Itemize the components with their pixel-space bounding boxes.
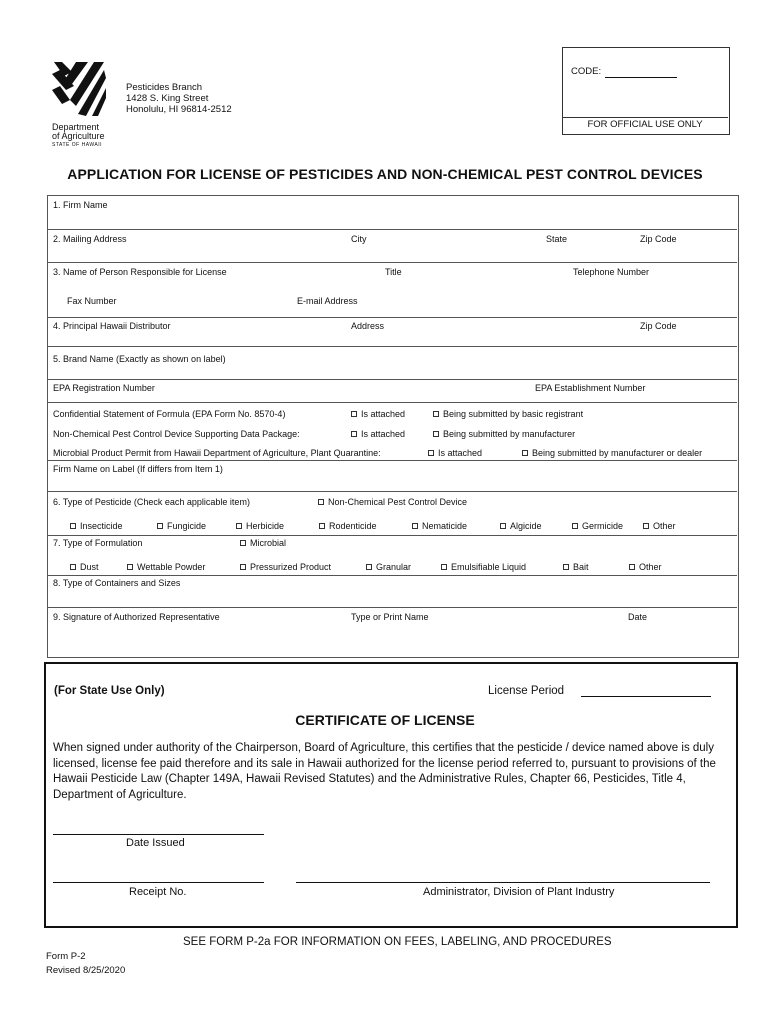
epa-registration-label: EPA Registration Number — [53, 383, 155, 393]
checkbox[interactable] — [157, 523, 163, 529]
date-label: Date — [628, 612, 648, 622]
option-fungicide[interactable] — [157, 521, 206, 531]
state-label: State — [546, 234, 568, 244]
checkbox[interactable] — [412, 523, 418, 529]
option-granular[interactable] — [366, 562, 411, 572]
checkbox[interactable] — [433, 431, 439, 437]
fax-email-field[interactable] — [48, 306, 736, 316]
option-label: Emulsifiable Liquid — [451, 562, 527, 572]
option-label: Fungicide — [167, 521, 207, 531]
row-divider — [47, 575, 737, 576]
certificate-paragraph: When signed under authority of the Chairperson, Board of Agriculture, this certifies that the pesticide / device named above is duly licensed, license fee paid therefore and its sale in Hawaii authorized for the license period referred to, pursuant to provisions of the Hawaii Pesticide Law (Chapter 149A, Hawaii Revised Statutes) and the Administrative Rules, Chapter 66, Pesticides, Title 4, Department of Agriculture. — [53, 742, 716, 801]
option-label: Algicide — [510, 521, 542, 531]
microbial-option[interactable]: Microbial — [240, 538, 286, 548]
zip-label: Zip Code — [640, 234, 677, 244]
responsible-person-label: 3. Name of Person Responsible for License — [53, 267, 227, 277]
row-divider — [47, 346, 737, 347]
checkbox[interactable] — [643, 523, 649, 529]
option-algicide[interactable] — [500, 521, 542, 531]
option-label: Insecticide — [80, 521, 123, 531]
option-rodenticide[interactable] — [319, 521, 377, 531]
checkbox[interactable] — [441, 564, 447, 570]
city-label: City — [351, 234, 367, 244]
option-label: Rodenticide — [329, 521, 377, 531]
option-label: Pressurized Product — [250, 562, 332, 572]
row-divider — [47, 460, 737, 461]
date-issued-line[interactable] — [53, 834, 264, 835]
telephone-label: Telephone Number — [573, 267, 650, 277]
checkbox[interactable] — [70, 564, 76, 570]
firm-name-on-label-field[interactable] — [48, 475, 736, 490]
distributor-field[interactable] — [48, 332, 736, 345]
option-label: Herbicide — [246, 521, 285, 531]
option-dust[interactable] — [70, 562, 99, 572]
administrator-label: Administrator, Division of Plant Industry — [423, 886, 615, 898]
logo-text: Department of Agriculture STATE OF HAWAII — [52, 122, 105, 148]
form-number: Form P-2 — [46, 951, 86, 962]
checkbox[interactable] — [240, 564, 246, 570]
checkbox[interactable] — [629, 564, 635, 570]
mailing-address-field[interactable] — [48, 246, 736, 261]
checkbox[interactable] — [351, 431, 357, 437]
option-label: Bait — [573, 562, 589, 572]
form-title: APPLICATION FOR LICENSE OF PESTICIDES AND NON-CHEMICAL PEST CONTROL DEVICES — [67, 166, 703, 182]
microbial-attached-option[interactable]: Is attached — [428, 448, 482, 458]
title-label: Title — [385, 267, 402, 277]
code-field[interactable] — [605, 77, 677, 78]
checkbox[interactable] — [433, 411, 439, 417]
row-divider — [47, 402, 737, 403]
pesticide-type-label: 6. Type of Pesticide (Check each applicable item) — [53, 497, 250, 507]
option-other[interactable] — [629, 562, 662, 572]
distributor-zip-label: Zip Code — [640, 321, 677, 331]
code-label: CODE: — [571, 66, 602, 77]
license-period-label: License Period — [488, 685, 565, 697]
official-use-divider — [562, 117, 728, 118]
option-label: Other — [653, 521, 676, 531]
confidential-basic-registrant-option[interactable]: Being submitted by basic registrant — [433, 409, 583, 419]
firm-name-on-label-label: Firm Name on Label (If differs from Item 1) — [53, 464, 223, 474]
print-name-label: Type or Print Name — [351, 612, 429, 622]
department-of-agriculture-logo — [50, 60, 108, 118]
checkbox[interactable] — [366, 564, 372, 570]
formulation-type-options — [0, 562, 770, 574]
checkbox[interactable] — [522, 450, 528, 456]
option-label: Granular — [376, 562, 412, 572]
brand-name-field[interactable] — [48, 365, 736, 378]
option-wettable-powder[interactable] — [127, 562, 205, 572]
firm-name-field[interactable] — [48, 212, 736, 228]
fax-label: Fax Number — [67, 296, 117, 306]
epa-establishment-label: EPA Establishment Number — [535, 383, 646, 393]
checkbox[interactable] — [240, 540, 246, 546]
option-bait[interactable] — [563, 562, 589, 572]
certificate-title: CERTIFICATE OF LICENSE — [295, 712, 475, 728]
email-label: E-mail Address — [297, 296, 358, 306]
checkbox[interactable] — [351, 411, 357, 417]
option-label: Germicide — [582, 521, 624, 531]
application-form — [47, 195, 739, 658]
see-form-note: SEE FORM P-2a FOR INFORMATION ON FEES, LABELING, AND PROCEDURES — [183, 936, 612, 948]
row-divider — [47, 379, 737, 380]
brand-name-label: 5. Brand Name (Exactly as shown on label) — [53, 354, 226, 364]
containers-label: 8. Type of Containers and Sizes — [53, 578, 181, 588]
checkbox[interactable] — [319, 523, 325, 529]
row-divider — [47, 535, 737, 536]
checkbox[interactable] — [563, 564, 569, 570]
date-issued-label: Date Issued — [126, 837, 185, 849]
revised-date: Revised 8/25/2020 — [46, 965, 126, 976]
signature-label: 9. Signature of Authorized Representative — [53, 612, 220, 622]
mailing-address-label: 2. Mailing Address — [53, 234, 127, 244]
checkbox[interactable] — [500, 523, 506, 529]
confidential-attached-option[interactable]: Is attached — [351, 409, 405, 419]
option-label: Other — [639, 562, 662, 572]
option-nematicide[interactable] — [412, 521, 467, 531]
option-herbicide[interactable] — [236, 521, 284, 531]
row-divider — [47, 491, 737, 492]
nonchem-device-option[interactable]: Non-Chemical Pest Control Device — [318, 497, 467, 507]
option-label: Wettable Powder — [137, 562, 206, 572]
nonchem-attached-option[interactable]: Is attached — [351, 429, 405, 439]
option-other[interactable] — [643, 521, 676, 531]
pesticide-type-options — [0, 521, 770, 533]
confidential-statement-label: Confidential Statement of Formula (EPA Form No. 8570-4) — [53, 409, 286, 419]
row-divider — [47, 229, 737, 230]
receipt-line[interactable] — [53, 882, 264, 883]
row-divider — [47, 262, 737, 263]
checkbox[interactable] — [318, 499, 324, 505]
option-germicide[interactable] — [572, 521, 623, 531]
option-insecticide[interactable] — [70, 521, 123, 531]
formulation-label: 7. Type of Formulation — [53, 538, 143, 548]
checkbox[interactable] — [572, 523, 578, 529]
official-use-label: FOR OFFICIAL USE ONLY — [587, 119, 703, 130]
license-period-field[interactable] — [581, 696, 711, 697]
microbial-permit-label: Microbial Product Permit from Hawaii Department of Agriculture, Plant Quarantine: — [53, 448, 381, 458]
row-divider — [47, 317, 737, 318]
distributor-address-label: Address — [351, 321, 385, 331]
checkbox[interactable] — [428, 450, 434, 456]
checkbox[interactable] — [70, 523, 76, 529]
checkbox[interactable] — [236, 523, 242, 529]
firm-name-label: 1. Firm Name — [53, 200, 108, 210]
checkbox[interactable] — [127, 564, 133, 570]
responsible-person-field[interactable] — [48, 279, 736, 293]
state-use-label: (For State Use Only) — [54, 685, 165, 697]
containers-field[interactable] — [48, 590, 736, 606]
row-divider — [47, 607, 737, 608]
option-label: Nematicide — [422, 521, 468, 531]
microbial-dealer-option[interactable]: Being submitted by manufacturer or dealer — [522, 448, 702, 458]
option-label: Dust — [80, 562, 99, 572]
option-emulsifiable-liquid[interactable] — [441, 562, 526, 572]
option-pressurized-product[interactable] — [240, 562, 331, 572]
nonchem-data-label: Non-Chemical Pest Control Device Supporting Data Package: — [53, 429, 300, 439]
nonchem-manufacturer-option[interactable]: Being submitted by manufacturer — [433, 429, 575, 439]
distributor-label: 4. Principal Hawaii Distributor — [53, 321, 171, 331]
receipt-label: Receipt No. — [129, 886, 187, 898]
administrator-signature-line[interactable] — [296, 882, 710, 883]
branch-address: Pesticides Branch 1428 S. King Street Honolulu, HI 96814-2512 — [126, 82, 232, 115]
signature-field[interactable] — [48, 624, 736, 654]
